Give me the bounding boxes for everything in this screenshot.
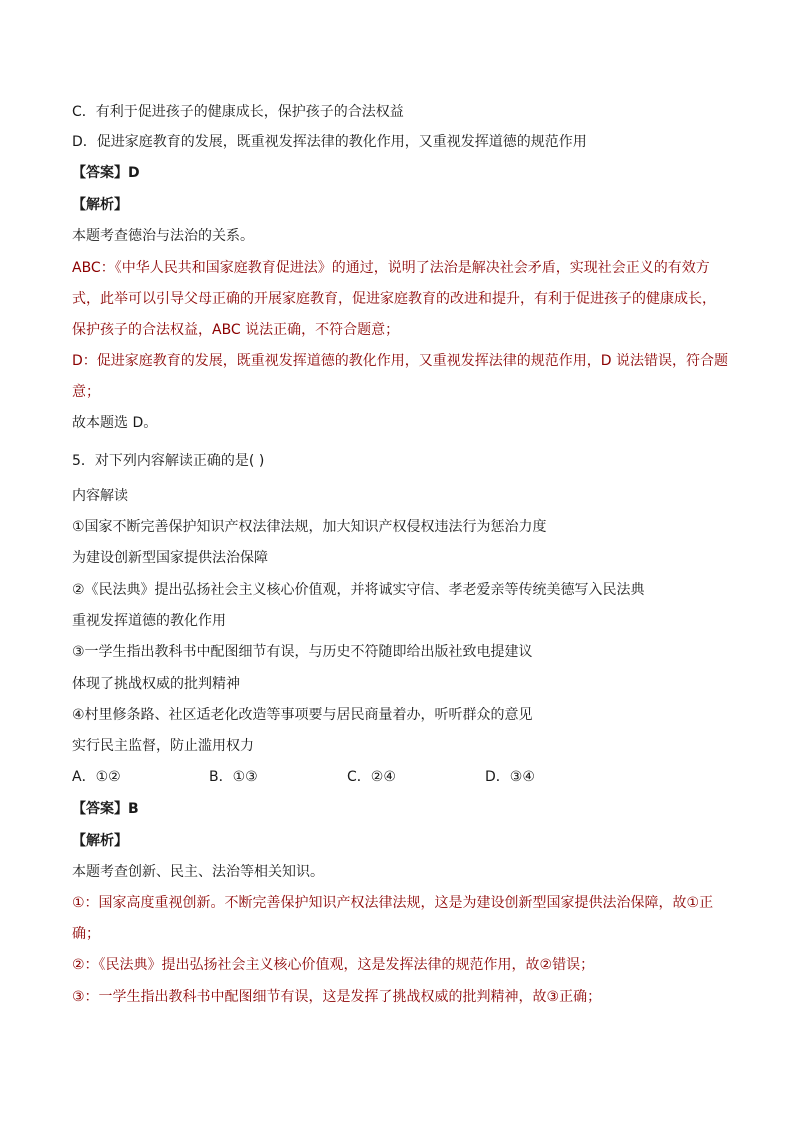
analysis-intro: 本题考查德治与法治的关系。: [72, 228, 254, 244]
option-c-line: C．有利于促进孩子的健康成长，保护孩子的合法权益: [72, 104, 404, 120]
option-b: B．①③: [209, 769, 258, 785]
table-header: 内容解读: [72, 488, 128, 504]
analysis-abc-line-2: 式，此举可以引导父母正确的开展家庭教育，促进家庭教育的改进和提升，有利于促进孩子的健康成长，: [72, 291, 716, 307]
analysis-item-1-line-1: ①：国家高度重视创新。不断完善保护知识产权法律法规，这是为建设创新型国家提供法治保障，故①正: [72, 895, 714, 911]
analysis-intro-2: 本题考查创新、民主、法治等相关知识。: [72, 864, 324, 880]
analysis-item-3: ③：一学生指出教科书中配图细节有误，这是发挥了挑战权威的批判精神，故③正确；: [72, 989, 602, 1005]
conclusion-line: 故本题选 D。: [72, 415, 158, 431]
item-4-interpretation: 实行民主监督，防止滥用权力: [72, 738, 254, 754]
answer-label-2: 【答案】B: [72, 801, 139, 817]
option-a: A．①②: [72, 769, 121, 785]
item-4-content: ④村里修条路、社区适老化改造等事项要与居民商量着办，听听群众的意见: [72, 707, 533, 723]
analysis-item-1-line-2: 确；: [72, 926, 100, 942]
analysis-abc-line-1: ABC：《中华人民共和国家庭教育促进法》的通过，说明了法治是解决社会矛盾，实现社会正义的有效方: [72, 260, 710, 276]
item-1-content: ①国家不断完善保护知识产权法律法规，加大知识产权侵权违法行为惩治力度: [72, 519, 547, 535]
item-2-interpretation: 重视发挥道德的教化作用: [72, 613, 226, 629]
item-2-content: ②《民法典》提出弘扬社会主义核心价值观，并将诚实守信、孝老爱亲等传统美德写入民法典: [72, 582, 645, 598]
item-1-interpretation: 为建设创新型国家提供法治保障: [72, 550, 268, 566]
question-5-stem: 5．对下列内容解读正确的是( ): [72, 453, 265, 469]
analysis-label: 【解析】: [72, 197, 128, 213]
answer-label: 【答案】D: [72, 165, 140, 181]
option-c: C．②④: [347, 769, 396, 785]
item-3-interpretation: 体现了挑战权威的批判精神: [72, 676, 240, 692]
analysis-label-2: 【解析】: [72, 833, 128, 849]
item-3-content: ③一学生指出教科书中配图细节有误，与历史不符随即给出版社致电提建议: [72, 644, 533, 660]
option-d-line: D．促进家庭教育的发展，既重视发挥法律的教化作用，又重视发挥道德的规范作用: [72, 134, 587, 150]
option-d: D．③④: [485, 769, 535, 785]
analysis-abc-line-3: 保护孩子的合法权益，ABC 说法正确，不符合题意；: [72, 322, 400, 338]
analysis-item-2: ②：《民法典》提出弘扬社会主义核心价值观，这是发挥法律的规范作用，故②错误；: [72, 957, 595, 973]
analysis-d-line-2: 意；: [72, 384, 100, 400]
analysis-d-line-1: D：促进家庭教育的发展，既重视发挥道德的教化作用，又重视发挥法律的规范作用，D 说法错误，符合题: [72, 353, 729, 369]
